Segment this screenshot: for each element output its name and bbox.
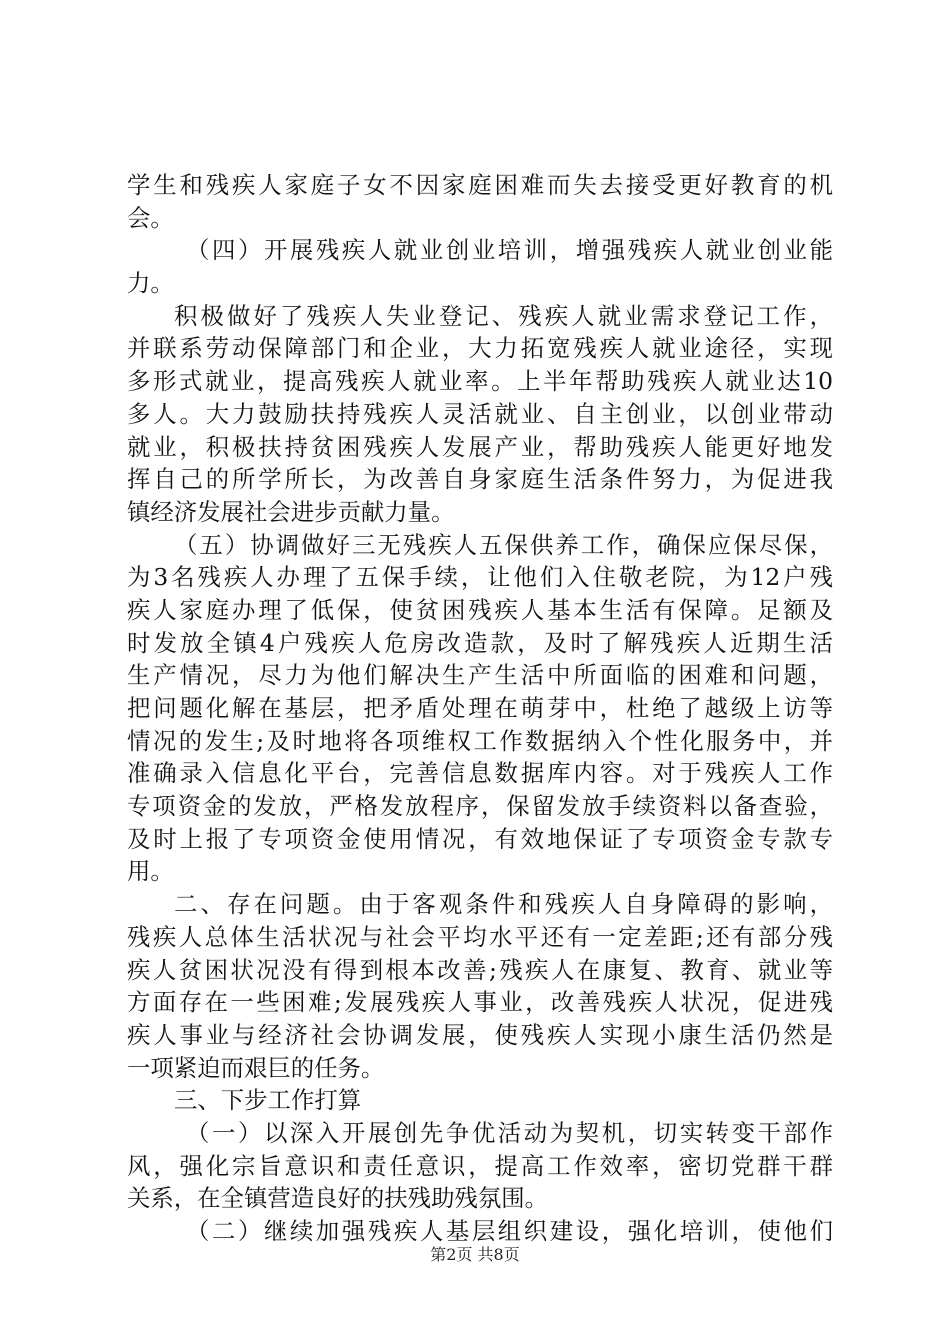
text-line: 会。: [127, 203, 174, 232]
text-line: 为3名残疾人办理了五保手续，让他们入住敬老院，为12户残: [127, 563, 833, 592]
text-line: 并联系劳动保障部门和企业，大力拓宽残疾人就业途径，实现: [127, 334, 833, 363]
text-line: 多形式就业，提高残疾人就业率。上半年帮助残疾人就业达10: [127, 367, 833, 396]
text-line: 关系，在全镇营造良好的扶残助残氛围。: [127, 1184, 549, 1213]
text-line: 及时上报了专项资金使用情况，有效地保证了专项资金专款专: [127, 824, 833, 853]
text-line: 准确录入信息化平台，完善信息数据库内容。对于残疾人工作: [127, 759, 833, 788]
text-line: （四）开展残疾人就业创业培训，增强残疾人就业创业能: [186, 236, 833, 265]
text-line: 镇经济发展社会进步贡献力量。: [127, 497, 455, 526]
text-line: 挥自己的所学所长，为改善自身家庭生活条件努力，为促进我: [127, 465, 833, 494]
text-line: 残疾人总体生活状况与社会平均水平还有一定差距;还有部分残: [127, 922, 833, 951]
text-line: 情况的发生;及时地将各项维权工作数据纳入个性化服务中，并: [127, 726, 833, 755]
text-line: 学生和残疾人家庭子女不因家庭困难而失去接受更好教育的机: [127, 171, 833, 199]
text-line: （五）协调做好三无残疾人五保供养工作，确保应保尽保，: [174, 530, 833, 559]
text-line: 方面存在一些困难;发展残疾人事业，改善残疾人状况，促进残: [127, 988, 833, 1017]
text-line: 用。: [127, 857, 174, 886]
text-line: 积极做好了残疾人失业登记、残疾人就业需求登记工作，: [174, 301, 833, 330]
text-line: 三、下步工作打算: [174, 1086, 362, 1115]
text-line: （一）以深入开展创先争优活动为契机，切实转变干部作: [186, 1118, 833, 1147]
text-line: 风，强化宗旨意识和责任意识，提高工作效率，密切党群干群: [127, 1151, 833, 1180]
text-line: 力。: [127, 269, 174, 298]
text-line: 就业，积极扶持贫困残疾人发展产业，帮助残疾人能更好地发: [127, 432, 833, 461]
text-line: 多人。大力鼓励扶持残疾人灵活就业、自主创业，以创业带动: [127, 399, 833, 428]
document-body: [127, 169, 833, 1248]
text-line: 二、存在问题。由于客观条件和残疾人自身障碍的影响，: [174, 890, 833, 919]
text-line: （二）继续加强残疾人基层组织建设，强化培训，使他们: [186, 1217, 833, 1245]
text-line: 专项资金的发放，严格发放程序，保留发放手续资料以备查验，: [127, 792, 833, 821]
text-line: 疾人家庭办理了低保，使贫困残疾人基本生活有保障。足额及: [127, 595, 833, 624]
page-number: 第2页 共8页: [430, 1245, 520, 1264]
text-line: 生产情况，尽力为他们解决生产生活中所面临的困难和问题，: [127, 661, 833, 690]
text-line: 一项紧迫而艰巨的任务。: [127, 1053, 385, 1082]
text-line: 时发放全镇4户残疾人危房改造款，及时了解残疾人近期生活: [127, 628, 833, 657]
text-line: 把问题化解在基层，把矛盾处理在萌芽中，杜绝了越级上访等: [127, 694, 833, 722]
text-line: 疾人事业与经济社会协调发展，使残疾人实现小康生活仍然是: [127, 1020, 833, 1049]
text-line: 疾人贫困状况没有得到根本改善;残疾人在康复、教育、就业等: [127, 955, 833, 984]
